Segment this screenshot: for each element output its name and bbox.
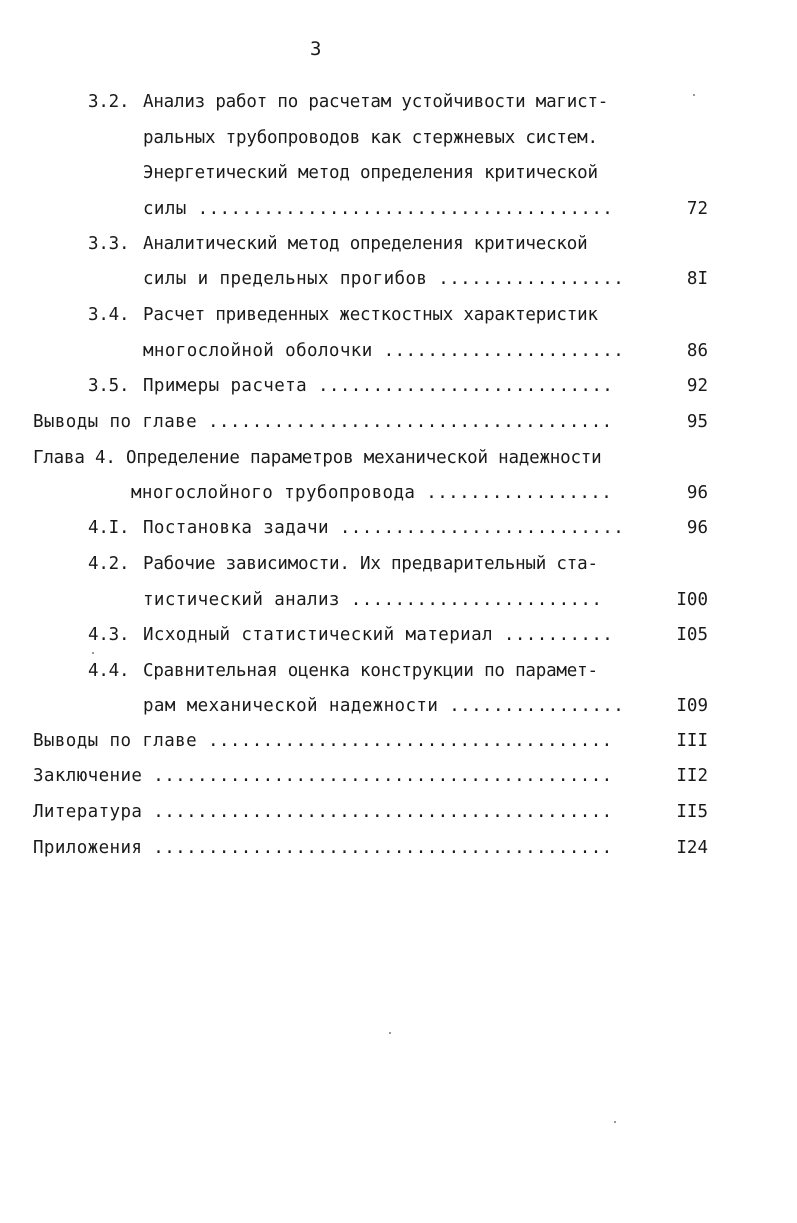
toc-entry-text: Сравнительная оценка конструкции по парамет- <box>143 661 598 681</box>
toc-entry-text: ральных трубопроводов как стержневых систем. <box>143 128 598 148</box>
toc-entry-text: Расчет приведенных жесткостных характеристик <box>143 305 598 325</box>
chapter-heading: Глава 4. Определение параметров механической надежности <box>33 448 602 468</box>
toc-entry-text: рам механической надежности ................ <box>143 696 625 716</box>
toc-entry-text: Приложения .......................................... <box>33 838 613 858</box>
section-number: 4.I. <box>88 518 130 538</box>
toc-entry-text: Постановка задачи .......................... <box>143 518 625 538</box>
toc-page-ref: 72 <box>686 199 708 219</box>
toc-entry-text: Литература .......................................... <box>33 802 613 822</box>
scan-speck <box>92 652 94 654</box>
scan-speck <box>614 1121 616 1123</box>
section-number: 4.2. <box>88 554 130 574</box>
section-number: 3.3. <box>88 234 130 254</box>
toc-entry-text: многослойного трубопровода ................. <box>131 483 613 503</box>
toc-page-ref: 86 <box>686 341 708 361</box>
toc-page-ref: I09 <box>676 696 708 716</box>
toc-page-ref: I24 <box>676 838 708 858</box>
page-number: 3 <box>310 38 322 60</box>
toc-page-ref: 96 <box>686 518 708 538</box>
toc-entry-text: многослойной оболочки ...................... <box>143 341 625 361</box>
toc-entry-text: Аналитический метод определения критической <box>143 234 588 254</box>
toc-page-ref: 96 <box>686 483 708 503</box>
toc-entry-text: Рабочие зависимости. Их предварительный ста- <box>143 554 598 574</box>
section-number: 4.4. <box>88 661 130 681</box>
toc-entry-text: Выводы по главе ..................................... <box>33 412 613 432</box>
toc-entry-text: силы ...................................... <box>143 199 614 219</box>
section-number: 3.2. <box>88 92 130 112</box>
toc-entry-text: Исходный статистический материал .......... <box>143 625 614 645</box>
toc-page-ref: I05 <box>676 625 708 645</box>
toc-page-ref: II2 <box>676 766 708 786</box>
toc-entry-text: тистический анализ ....................... <box>143 590 603 610</box>
scan-speck <box>693 94 695 96</box>
scan-speck <box>389 1032 391 1034</box>
toc-entry-text: силы и предельных прогибов ................. <box>143 269 625 289</box>
toc-page-ref: I00 <box>676 590 708 610</box>
toc-page-ref: II5 <box>676 802 708 822</box>
section-number: 3.5. <box>88 376 130 396</box>
toc-page-ref: 95 <box>686 412 708 432</box>
toc-page-ref: 8I <box>686 269 708 289</box>
section-number: 4.3. <box>88 625 130 645</box>
toc-entry-text: Анализ работ по расчетам устойчивости магист- <box>143 92 609 112</box>
section-number: 3.4. <box>88 305 130 325</box>
toc-page-ref: 92 <box>686 376 708 396</box>
toc-entry-text: Выводы по главе ..................................... <box>33 731 613 751</box>
toc-entry-text: Энергетический метод определения критической <box>143 163 598 183</box>
toc-entry-text: Заключение .......................................... <box>33 766 613 786</box>
toc-entry-text: Примеры расчета ........................... <box>143 376 614 396</box>
toc-page-ref: III <box>676 731 708 751</box>
